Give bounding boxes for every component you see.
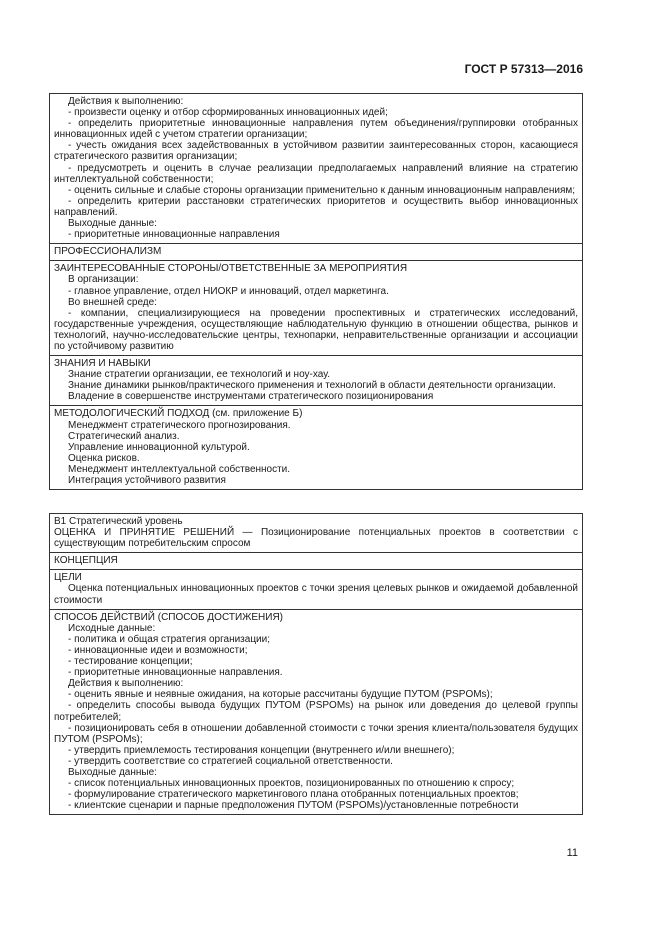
text-line: Управление инновационной культурой.: [68, 441, 250, 453]
text-line: - определить приоритетные инновационные направления путем объединения/группировки отобранных инновационных идей с учетом стратегии организации;: [54, 118, 578, 141]
text-line: Знание динамики рынков/практического применения и технологий в области деятельности организации.: [68, 380, 556, 392]
text-line: Менеджмент стратегического прогнозирования.: [68, 419, 291, 431]
text-line: - определить способы вывода будущих ПУТОМ (PSPOMs) на рынок или доведения до целевой группы потребителей;: [54, 700, 578, 723]
text-line: - приоритетные инновационные направления: [68, 229, 280, 241]
section-title: СПОСОБ ДЕЙСТВИЙ (СПОСОБ ДОСТИЖЕНИЯ): [54, 611, 283, 623]
text-line: - определить критерии расстановки стратегических приоритетов и осуществить выбор инновационных направлений.: [54, 195, 578, 218]
decision-title: ОЦЕНКА И ПРИНЯТИЕ РЕШЕНИЙ — Позиционирование потенциальных проектов в соответствии с существующим потребительским спросом: [54, 527, 578, 550]
text-line: - главное управление, отдел НИОКР и инноваций, отдел маркетинга.: [68, 285, 389, 297]
section-title: ЗНАНИЯ И НАВЫКИ: [54, 358, 151, 370]
section-title: ЗАИНТЕРЕСОВАННЫЕ СТОРОНЫ/ОТВЕТСТВЕННЫЕ ЗА МЕРОПРИЯТИЯ: [54, 263, 408, 275]
text-line: Оценка рисков.: [68, 452, 140, 464]
text-line: - учесть ожидания всех задействованных в устойчивом развитии заинтересованных сторон, касающиеся стратегического развития организации;: [54, 140, 578, 163]
text-line: - предусмотреть и оценить в случае реализации предполагаемых направлений влияние на стратегию интеллектуальной собственности;: [54, 162, 578, 185]
concept-cell: [50, 552, 582, 569]
text-line: - формулирование стратегического маркетингового плана отобранных потенциальных проектов;: [68, 789, 519, 801]
text-line: Оценка потенциальных инновационных проектов с точки зрения целевых рынков и ожидаемой добавленной стоимости: [54, 583, 578, 606]
level-cell: [50, 514, 582, 552]
text-line: - оценить явные и неявные ожидания, на которые рассчитаны будущие ПУТОМ (PSPOMs);: [68, 689, 493, 701]
text-line: - утвердить приемлемость тестирования концепции (внутреннего и/или внешнего);: [68, 744, 455, 756]
table-b1: [49, 513, 583, 815]
skills-cell: [50, 355, 582, 405]
section-title: КОНЦЕПЦИЯ: [54, 555, 118, 567]
method-cell: [50, 405, 582, 489]
text-line: - утвердить соответствие со стратегией социальной ответственности.: [68, 755, 393, 767]
text-line: Действия к выполнению:: [68, 678, 184, 690]
text-line: - список потенциальных инновационных проектов, позиционированных по отношению к спросу;: [68, 778, 515, 790]
professionalism-cell: [50, 243, 582, 260]
level-title: В1 Стратегический уровень: [54, 516, 183, 527]
text-line: Интеграция устойчивого развития: [68, 475, 226, 486]
method-of-action-cell: [50, 609, 582, 815]
page-number: 11: [566, 847, 578, 859]
document-code: ГОСТ Р 57313—2016: [464, 62, 583, 76]
text-line: - позиционировать себя в отношении добавленной стоимости с точки зрения клиента/пользователя будущих ПУТОМ (PSPOMs);: [54, 722, 578, 745]
text-line: Действия к выполнению:: [68, 96, 184, 107]
section-title: МЕТОДОЛОГИЧЕСКИЙ ПОДХОД (см. приложение Б): [54, 408, 303, 420]
section-title: ПРОФЕССИОНАЛИЗМ: [54, 246, 162, 258]
section-title: ЦЕЛИ: [54, 572, 82, 584]
text-line: - клиентские сценарии и парные предположения ПУТОМ (PSPOMs)/установленные потребности: [68, 800, 519, 812]
text-line: Стратегический анализ.: [68, 430, 180, 442]
text-line: Исходные данные:: [68, 622, 156, 634]
text-line: Выходные данные:: [68, 218, 157, 230]
text-line: Во внешней среде:: [68, 296, 157, 308]
text-line: - оценить сильные и слабые стороны организации применительно к данным инновационным направлениям;: [68, 184, 576, 196]
text-line: В организации:: [68, 274, 139, 286]
text-line: Менеджмент интеллектуальной собственности.: [68, 463, 291, 475]
goals-cell: [50, 569, 582, 608]
text-line: - политика и общая стратегия организации;: [68, 633, 271, 645]
text-line: Выходные данные:: [68, 766, 157, 778]
text-line: Владение в совершенстве инструментами стратегического позиционирования: [68, 391, 434, 403]
stakeholders-cell: [50, 260, 582, 355]
text-line: Знание стратегии организации, ее технологий и ноу-хау.: [68, 369, 330, 381]
text-line: - инновационные идеи и возможности;: [68, 644, 248, 656]
text-line: - приоритетные инновационные направления.: [68, 667, 283, 679]
text-line: - тестирование концепции;: [68, 656, 193, 668]
table-continuation: [49, 93, 583, 490]
text-line: - произвести оценку и отбор сформированных инновационных идей;: [68, 107, 388, 119]
actions-cell: [50, 94, 582, 243]
text-line: - компании, специализирующиеся на проведении проспективных и стратегических исследований, государственные учреждения, осуществляющие наблюдательную функцию в отношении общества, рынков и технологий, научно-исследовательские центры, технопарки, неправительственные организации и ассоциации по устойчивому развитию: [54, 307, 578, 352]
